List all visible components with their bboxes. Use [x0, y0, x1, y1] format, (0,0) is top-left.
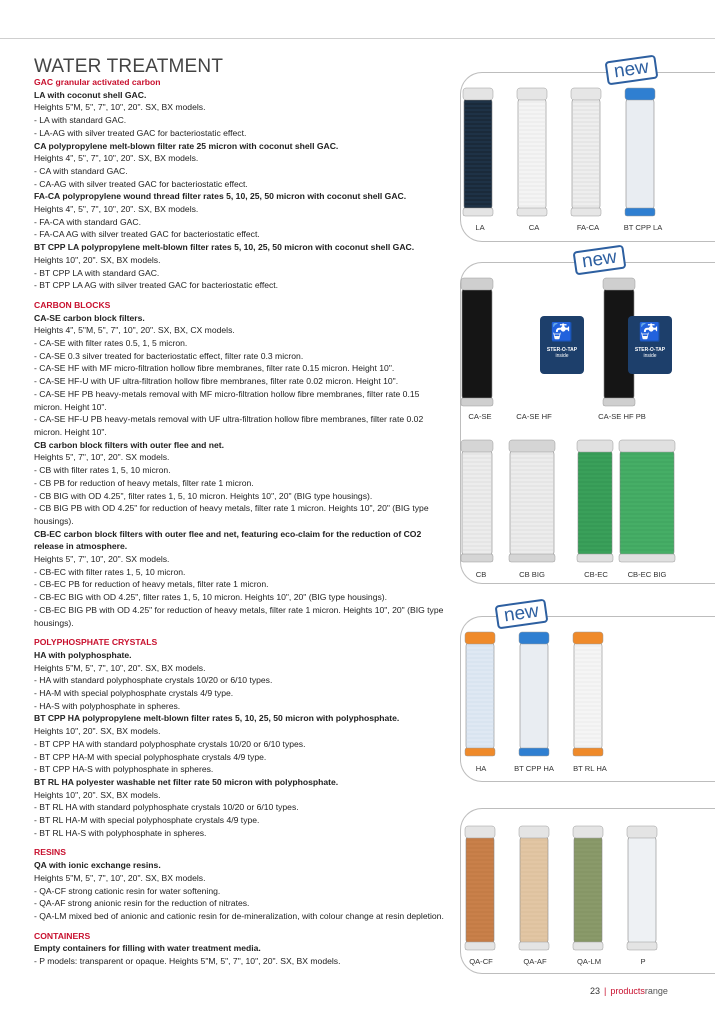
product-line: - BT CPP HA-M with special polyphosphate crystals 4/9 type. — [34, 751, 267, 762]
product-heading: CA-SE carbon block filters. — [34, 312, 145, 323]
product-line: - FA-CA AG with silver treated GAC for bacteriostatic effect. — [34, 229, 260, 240]
product-line: - LA with standard GAC. — [34, 115, 127, 126]
product-line: Heights 4", 5"M, 5", 7", 10", 20". SX, BX, CX models. — [34, 325, 235, 336]
page-footer: 23 | productsrange — [590, 986, 668, 996]
product-heading: LA with coconut shell GAC. — [34, 89, 147, 100]
cartridge-caption: HA — [475, 764, 487, 773]
product-line: - HA-M with special polyphosphate crystals 4/9 type. — [34, 688, 234, 699]
product-line: - BT CPP LA AG with silver treated GAC for bacteriostatic effect. — [34, 280, 279, 291]
product-heading: Empty containers for filling with water treatment media. — [34, 943, 261, 954]
page-title: WATER TREATMENT — [34, 56, 224, 77]
product-line: - CA-SE 0.3 silver treated for bacteriostatic effect, filter rate 0.3 micron. — [34, 350, 304, 361]
product-line: Heights 5"M, 5", 7", 10", 20". SX, BX models. — [34, 102, 206, 113]
product-line: - CB BIG with OD 4.25", filter rates 1, 5, 10 micron. Heights 10", 20" (BIG type housings). — [34, 490, 373, 501]
cartridge-caption: CA-SE HF — [516, 412, 552, 421]
cartridge-caption: CA-SE — [468, 412, 492, 421]
cartridge-caption: LA — [475, 223, 485, 232]
cartridge-caption: QA-AF — [523, 957, 547, 966]
product-line: housings). — [34, 617, 74, 628]
product-line: micron. Height 10". — [34, 401, 107, 412]
product-line: micron. Height 10". — [34, 426, 107, 437]
product-line: - CA-SE with filter rates 0.5, 1, 5 micron. — [34, 338, 188, 349]
product-line: Heights 10", 20". SX, BX models. — [34, 726, 161, 737]
product-line: - BT CPP HA with standard polyphosphate crystals 10/20 or 6/10 types. — [34, 738, 306, 749]
product-line: - CB PB for reduction of heavy metals, filter rate 1 micron. — [34, 477, 254, 488]
new-badge: new — [605, 55, 659, 86]
cartridge-caption: CA — [528, 223, 540, 232]
product-line: - LA-AG with silver treated GAC for bacteriostatic effect. — [34, 127, 247, 138]
product-line: Heights 5", 7", 10", 20". SX models. — [34, 554, 170, 565]
section-heading: POLYPHOSPHATE CRYSTALS — [34, 637, 158, 648]
cartridge-caption: CA-SE HF PB — [598, 412, 646, 421]
product-line: Heights 10", 20". SX, BX models. — [34, 789, 161, 800]
product-line: Heights 10", 20". SX, BX models. — [34, 254, 161, 265]
product-line: - QA-LM mixed bed of anionic and cationic resin for de-mineralization, with colour change at resin depletion. — [34, 911, 444, 921]
product-line: - QA-AF strong anionic resin for the reduction of nitrates. — [34, 898, 250, 909]
product-line: - CA-AG with silver treated GAC for bacteriostatic effect. — [34, 178, 248, 189]
product-line: housings). — [34, 515, 74, 526]
top-rule — [0, 38, 715, 39]
panel-gac — [460, 72, 715, 242]
product-line: - FA-CA with standard GAC. — [34, 216, 141, 227]
product-line: - QA-CF strong cationic resin for water softening. — [34, 885, 221, 896]
product-heading: CB-EC carbon block filters with outer flee and net, featuring eco-claim for the reduction of CO2 — [34, 528, 422, 539]
product-line: - CB BIG PB with OD 4.25" for reduction of heavy metals, filter rate 1 micron. Heights 10", 20" (BIG type — [34, 503, 429, 514]
product-line: Heights 4", 5", 7", 10", 20". SX, BX models. — [34, 153, 199, 164]
product-line: - BT RL HA-M with special polyphosphate crystals 4/9 type. — [34, 815, 260, 826]
product-heading: FA-CA polypropylene wound thread filter rates 5, 10, 25, 50 micron with coconut shell GAC. — [34, 191, 407, 202]
page-number: 23 — [590, 986, 601, 996]
product-heading: CB carbon block filters with outer flee and net. — [34, 439, 225, 450]
product-text-column — [34, 76, 454, 968]
product-line: - BT CPP HA-S with polyphosphate in spheres. — [34, 764, 214, 775]
cartridge-caption: CB-EC — [584, 570, 608, 579]
product-heading: BT CPP HA polypropylene melt-blown filter rates 5, 10, 25, 50 micron with polyphosphate. — [34, 713, 400, 724]
cartridge-caption: P — [640, 957, 646, 966]
product-heading: release in atmosphere. — [34, 541, 128, 552]
section-heading: GAC granular activated carbon — [34, 77, 161, 87]
panel-resins — [460, 808, 715, 974]
product-heading: BT RL HA polyester washable net filter rate 50 micron with polyphosphate. — [34, 776, 339, 787]
product-line: - CB with filter rates 1, 5, 10 micron. — [34, 465, 171, 476]
section-heading: CONTAINERS — [34, 930, 91, 941]
product-line: - BT RL HA-S with polyphosphate in spheres. — [34, 827, 207, 838]
product-line: - CB-EC BIG with OD 4.25", filter rates 1, 5, 10 micron. Heights 10", 20" (BIG type housings). — [34, 592, 388, 603]
product-line: - BT CPP LA with standard GAC. — [34, 267, 160, 278]
product-line: Heights 5"M, 5", 7", 10", 20". SX, BX models. — [34, 872, 206, 883]
cartridge-caption: CB — [475, 570, 487, 579]
product-line: - BT RL HA with standard polyphosphate crystals 10/20 or 6/10 types. — [34, 802, 299, 813]
product-line: Heights 5", 7", 10", 20". SX models. — [34, 452, 170, 463]
product-line: - CB-EC PB for reduction of heavy metals, filter rate 1 micron. — [34, 579, 269, 590]
product-line: - HA with standard polyphosphate crystals 10/20 or 6/10 types. — [34, 675, 273, 686]
cartridge-caption: QA-CF — [469, 957, 493, 966]
cartridge-caption: QA-LM — [576, 957, 602, 966]
ster-o-tap-logo: 🚰 STER-O-TAP inside — [628, 316, 672, 374]
section-heading: RESINS — [34, 847, 66, 858]
cartridge-caption: CB-EC BIG — [627, 570, 667, 579]
new-badge: new — [573, 245, 627, 276]
product-heading: HA with polyphosphate. — [34, 649, 132, 660]
product-heading: BT CPP LA polypropylene melt-blown filter rates 5, 10, 25, 50 micron with coconut shell GAC. — [34, 242, 415, 253]
panel-carbon-blocks — [460, 262, 715, 584]
product-line: - CA-SE HF PB heavy-metals removal with MF micro-filtration hollow fibre membranes, filter rate 0.15 — [34, 388, 420, 399]
ster-o-tap-logo: 🚰 STER-O-TAP inside — [540, 316, 584, 374]
product-line: - CA-SE HF with MF micro-filtration hollow fibre membranes, filter rate 0.15 micron. Height 10". — [34, 363, 395, 374]
cartridge-caption: BT CPP LA — [623, 223, 663, 232]
product-line: - CA-SE HF-U PB heavy-metals removal with UF ultra-filtration hollow fibre membranes, filter rate 0.02 — [34, 414, 424, 425]
product-line: - HA-S with polyphosphate in spheres. — [34, 700, 181, 711]
product-line: - CA-SE HF-U with UF ultra-filtration hollow fibre membranes, filter rate 0.02 micron. Height 10". — [34, 376, 399, 387]
cartridge-caption: BT CPP HA — [514, 764, 554, 773]
product-line: Heights 4", 5", 7", 10", 20". SX, BX models. — [34, 204, 199, 215]
section-heading: CARBON BLOCKS — [34, 299, 111, 310]
product-line: - CB-EC with filter rates 1, 5, 10 micron. — [34, 566, 186, 577]
product-heading: CA polypropylene melt-blown filter rate 25 micron with coconut shell GAC. — [34, 140, 339, 151]
new-badge: new — [495, 599, 549, 630]
footer-products: products — [610, 986, 645, 996]
product-line: - CA with standard GAC. — [34, 165, 128, 176]
product-heading: QA with ionic exchange resins. — [34, 860, 161, 871]
product-line: - P models: transparent or opaque. Heights 5"M, 5", 7", 10", 20". SX, BX models. — [34, 956, 341, 967]
panel-polyphosphate — [460, 616, 715, 782]
product-line: - CB-EC BIG PB with OD 4.25" for reduction of heavy metals, filter rate 1 micron. Heights 10", 20" (BIG type — [34, 604, 444, 615]
product-line: Heights 5"M, 5", 7", 10", 20". SX, BX models. — [34, 662, 206, 673]
cartridge-caption: BT RL HA — [573, 764, 607, 773]
cartridge-caption: CB BIG — [519, 570, 545, 579]
cartridge-caption: FA-CA — [576, 223, 600, 232]
footer-range: range — [644, 986, 668, 996]
